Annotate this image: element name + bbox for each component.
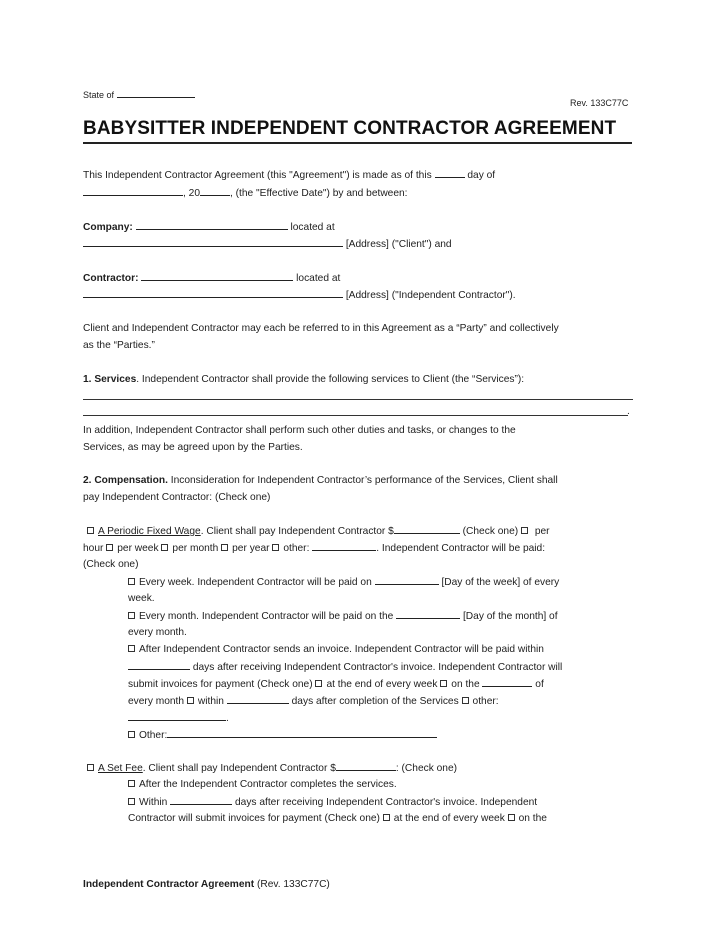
periodic-wage-checkbox[interactable] bbox=[87, 527, 94, 534]
set-fee-within-checkbox[interactable] bbox=[128, 798, 135, 805]
set-fee-after-line bbox=[128, 778, 397, 791]
invoice-line-3 bbox=[128, 677, 544, 691]
after-invoice-text: After Independent Contractor sends an invoice. Independent Contractor will be paid within bbox=[139, 644, 544, 655]
state-label: State of bbox=[83, 90, 115, 100]
every-week-text: Every week. Independent Contractor will be paid on bbox=[139, 577, 372, 588]
within-label: within bbox=[197, 696, 224, 707]
contractor-line bbox=[83, 271, 340, 285]
services-heading: 1. Services bbox=[83, 374, 137, 385]
compensation-text: Inconsideration for Independent Contractor’s performance of the Services, Client shall bbox=[167, 475, 558, 486]
every-week-cont: week. bbox=[128, 593, 155, 604]
wage-amount-blank[interactable] bbox=[394, 524, 460, 534]
other-payment-blank[interactable] bbox=[167, 728, 437, 738]
day-of-month-invoice-blank[interactable] bbox=[482, 677, 532, 687]
set-fee-within-label: Within bbox=[139, 797, 168, 808]
company-address-blank[interactable] bbox=[83, 237, 343, 247]
other-rate-checkbox[interactable] bbox=[272, 544, 279, 551]
other-invoice-checkbox[interactable] bbox=[462, 697, 469, 704]
parties-line-2: as the “Parties.” bbox=[83, 340, 155, 351]
set-fee-on-the-checkbox[interactable] bbox=[508, 814, 515, 821]
state-blank[interactable] bbox=[117, 88, 195, 98]
invoice-line-5 bbox=[128, 711, 229, 725]
set-fee-days-text: days after receiving Independent Contractor's invoice. Independent bbox=[235, 797, 538, 808]
contractor-name-blank[interactable] bbox=[141, 271, 293, 281]
services-additional-1: In addition, Independent Contractor shall perform such other duties and tasks, or changes to the bbox=[83, 425, 516, 436]
every-week-line bbox=[128, 575, 559, 589]
other-payment-label: Other: bbox=[139, 730, 168, 741]
set-fee-check-one: : (Check one) bbox=[395, 763, 458, 774]
effective-date-text: , (the "Effective Date") by and between: bbox=[230, 188, 408, 199]
within-days-blank[interactable] bbox=[227, 694, 289, 704]
of-label: of bbox=[535, 679, 544, 690]
set-fee-days-blank[interactable] bbox=[170, 795, 232, 805]
company-located: located at bbox=[290, 222, 335, 233]
document-title: BABYSITTER INDEPENDENT CONTRACTOR AGREEMENT bbox=[83, 118, 617, 139]
will-be-paid-label: . Independent Contractor will be paid: bbox=[376, 543, 546, 554]
set-fee-line-3 bbox=[128, 812, 547, 825]
invoice-line-2 bbox=[128, 660, 562, 674]
per-checkbox[interactable] bbox=[521, 527, 528, 534]
invoice-line-1 bbox=[128, 643, 544, 656]
every-month-text: Every month. Independent Contractor will be paid on the bbox=[139, 611, 394, 622]
other-payment-line bbox=[128, 728, 437, 742]
services-text: . Independent Contractor shall provide the following services to Client (the “Services”): bbox=[136, 374, 525, 385]
set-fee-end-of-week-checkbox[interactable] bbox=[383, 814, 390, 821]
title-rule bbox=[83, 142, 632, 144]
set-fee-submit-text: Contractor will submit invoices for payment (Check one) bbox=[128, 813, 380, 824]
per-month-label: per month bbox=[172, 543, 219, 554]
intro-day-of: day of bbox=[467, 170, 496, 181]
parties-line-1: Client and Independent Contractor may each be referred to in this Agreement as a “Party” and collectively bbox=[83, 323, 559, 334]
compensation-line-1 bbox=[83, 474, 558, 487]
per-year-checkbox[interactable] bbox=[221, 544, 228, 551]
set-fee-on-the-label: on the bbox=[518, 813, 547, 824]
set-fee-amount-blank[interactable] bbox=[336, 761, 396, 771]
contractor-address-line bbox=[83, 288, 516, 302]
periodic-line-3: (Check one) bbox=[83, 559, 139, 570]
end-of-week-checkbox[interactable] bbox=[315, 680, 322, 687]
per-label: per bbox=[531, 526, 550, 537]
completion-text: days after completion of the Services bbox=[291, 696, 459, 707]
compensation-heading: 2. Compensation. bbox=[83, 475, 168, 486]
on-the-checkbox[interactable] bbox=[440, 680, 447, 687]
end-of-week-label: at the end of every week bbox=[326, 679, 438, 690]
services-period: . bbox=[627, 406, 630, 417]
contractor-label: Contractor: bbox=[83, 273, 139, 284]
intro-text: This Independent Contractor Agreement (this "Agreement") is made as of this bbox=[83, 170, 432, 181]
revision-label: Rev. 133C77C bbox=[570, 98, 629, 108]
periodic-check-one: (Check one) bbox=[459, 526, 519, 537]
set-fee-line-1 bbox=[87, 761, 457, 775]
set-fee-title: A Set Fee bbox=[98, 763, 143, 774]
per-month-checkbox[interactable] bbox=[161, 544, 168, 551]
after-completion-label: After the Independent Contractor completes the services. bbox=[139, 779, 397, 790]
other-invoice-blank[interactable] bbox=[128, 711, 226, 721]
per-year-label: per year bbox=[232, 543, 270, 554]
every-month-checkbox[interactable] bbox=[128, 612, 135, 619]
year-blank[interactable] bbox=[200, 186, 230, 196]
periodic-line-2 bbox=[83, 541, 545, 555]
state-line bbox=[83, 88, 195, 102]
company-address-suffix: [Address] ("Client") and bbox=[345, 239, 452, 250]
intro-line-1 bbox=[83, 168, 495, 182]
other-rate-label: other: bbox=[283, 543, 310, 554]
per-week-checkbox[interactable] bbox=[106, 544, 113, 551]
submit-invoices-text: submit invoices for payment (Check one) bbox=[128, 679, 313, 690]
every-month-label: every month bbox=[128, 696, 185, 707]
set-fee-checkbox[interactable] bbox=[87, 764, 94, 771]
day-of-month-blank[interactable] bbox=[396, 609, 460, 619]
company-address-line bbox=[83, 237, 452, 251]
company-name-blank[interactable] bbox=[136, 220, 288, 230]
other-payment-checkbox[interactable] bbox=[128, 731, 135, 738]
contractor-located: located at bbox=[296, 273, 341, 284]
invoice-period: . bbox=[226, 713, 229, 724]
hour-label: hour bbox=[83, 543, 104, 554]
periodic-line-1 bbox=[87, 524, 550, 538]
invoice-days-blank[interactable] bbox=[128, 660, 190, 670]
company-line bbox=[83, 220, 335, 234]
day-of-week-label: [Day of the week] of every bbox=[441, 577, 560, 588]
every-month-cont: every month. bbox=[128, 627, 187, 638]
periodic-wage-title: A Periodic Fixed Wage bbox=[98, 526, 201, 537]
year-prefix: , 20 bbox=[183, 188, 200, 199]
page-footer bbox=[83, 879, 330, 890]
day-of-month-label: [Day of the month] of bbox=[462, 611, 558, 622]
after-invoice-checkbox[interactable] bbox=[128, 645, 135, 652]
services-blank-1[interactable] bbox=[83, 399, 633, 400]
every-month-line bbox=[128, 609, 558, 623]
on-the-label: on the bbox=[451, 679, 480, 690]
other-rate-blank[interactable] bbox=[312, 541, 376, 551]
footer-title: Independent Contractor Agreement bbox=[83, 879, 255, 890]
services-additional-2: Services, as may be agreed upon by the Parties. bbox=[83, 442, 303, 453]
contractor-address-suffix: [Address] ("Independent Contractor"). bbox=[345, 290, 516, 301]
per-week-label: per week bbox=[117, 543, 159, 554]
day-blank[interactable] bbox=[435, 168, 465, 178]
periodic-text: . Client shall pay Independent Contractor $ bbox=[200, 526, 394, 537]
invoice-days-text: days after receiving Independent Contractor's invoice. Independent Contractor will bbox=[192, 662, 563, 673]
set-fee-text: . Client shall pay Independent Contractor $ bbox=[142, 763, 336, 774]
month-blank[interactable] bbox=[83, 186, 183, 196]
other-invoice-label: other: bbox=[472, 696, 499, 707]
set-fee-within-line bbox=[128, 795, 537, 809]
footer-revision: (Rev. 133C77C) bbox=[254, 879, 330, 890]
set-fee-end-of-week-label: at the end of every week bbox=[393, 813, 505, 824]
services-heading-line bbox=[83, 373, 524, 386]
intro-line-2 bbox=[83, 186, 408, 200]
every-week-checkbox[interactable] bbox=[128, 578, 135, 585]
contractor-address-blank[interactable] bbox=[83, 288, 343, 298]
day-of-week-blank[interactable] bbox=[375, 575, 439, 585]
company-label: Company: bbox=[83, 222, 133, 233]
after-completion-checkbox[interactable] bbox=[128, 780, 135, 787]
compensation-line-2: pay Independent Contractor: (Check one) bbox=[83, 492, 271, 503]
invoice-line-4 bbox=[128, 694, 499, 708]
services-blank-2[interactable] bbox=[83, 415, 628, 416]
within-checkbox[interactable] bbox=[187, 697, 194, 704]
